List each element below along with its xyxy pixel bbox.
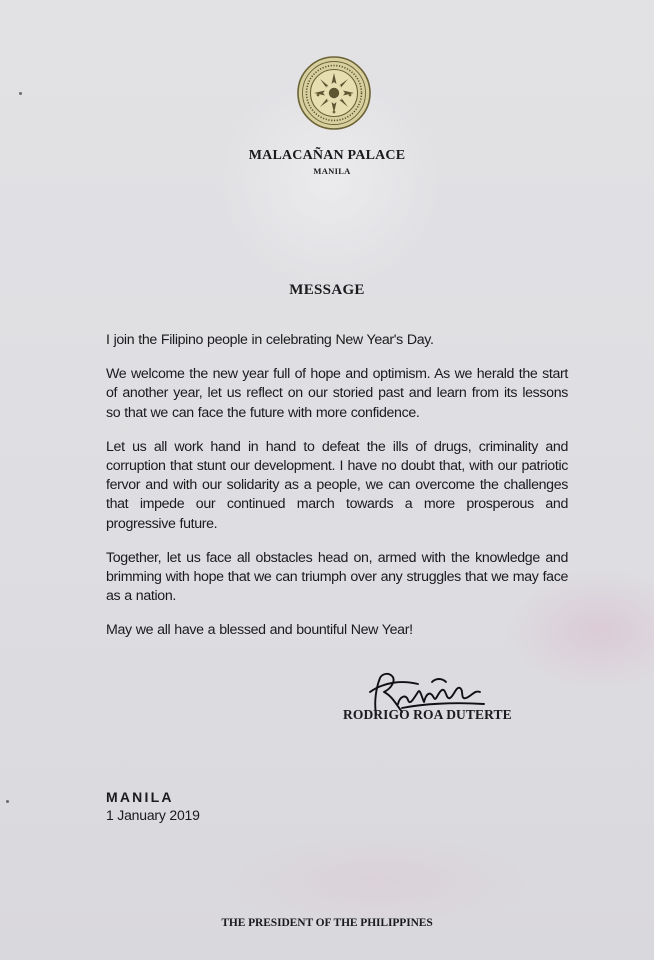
letterhead-title: MALACAÑAN PALACE	[248, 148, 406, 163]
message-body	[106, 331, 568, 656]
presidential-seal-icon	[296, 55, 372, 131]
date-line: 1 January 2019	[106, 807, 200, 823]
paragraph: We welcome the new year full of hope and optimism. As we herald the start of another year, let us reflect on our storied past and learn from its lessons so that we can face the future with more confidence.	[106, 366, 568, 421]
place-line: MANILA	[106, 789, 174, 805]
paragraph: Let us all work hand in hand to defeat the ills of drugs, criminality and corruption that stunt our development. I have no doubt that, with our patriotic fervor and with our solidarity as a people, we can overcome the challenges that impede our continued march towards a more prosperous and progressive future.	[106, 438, 568, 532]
letterhead-city: MANILA	[313, 166, 351, 176]
document-heading: MESSAGE	[289, 282, 365, 298]
paragraph: May we all have a blessed and bountiful New Year!	[106, 622, 413, 639]
footer-title: THE PRESIDENT OF THE PHILIPPINES	[221, 917, 433, 929]
paper-speck	[6, 800, 9, 803]
paragraph: I join the Filipino people in celebrating New Year's Day.	[106, 332, 434, 348]
paragraph: Together, let us face all obstacles head on, armed with the knowledge and brimming with hope that we can triumph over any struggles that we may face as a nation.	[106, 549, 568, 605]
signer-name: RODRIGO ROA DUTERTE	[343, 707, 512, 722]
paper-speck	[19, 92, 22, 95]
